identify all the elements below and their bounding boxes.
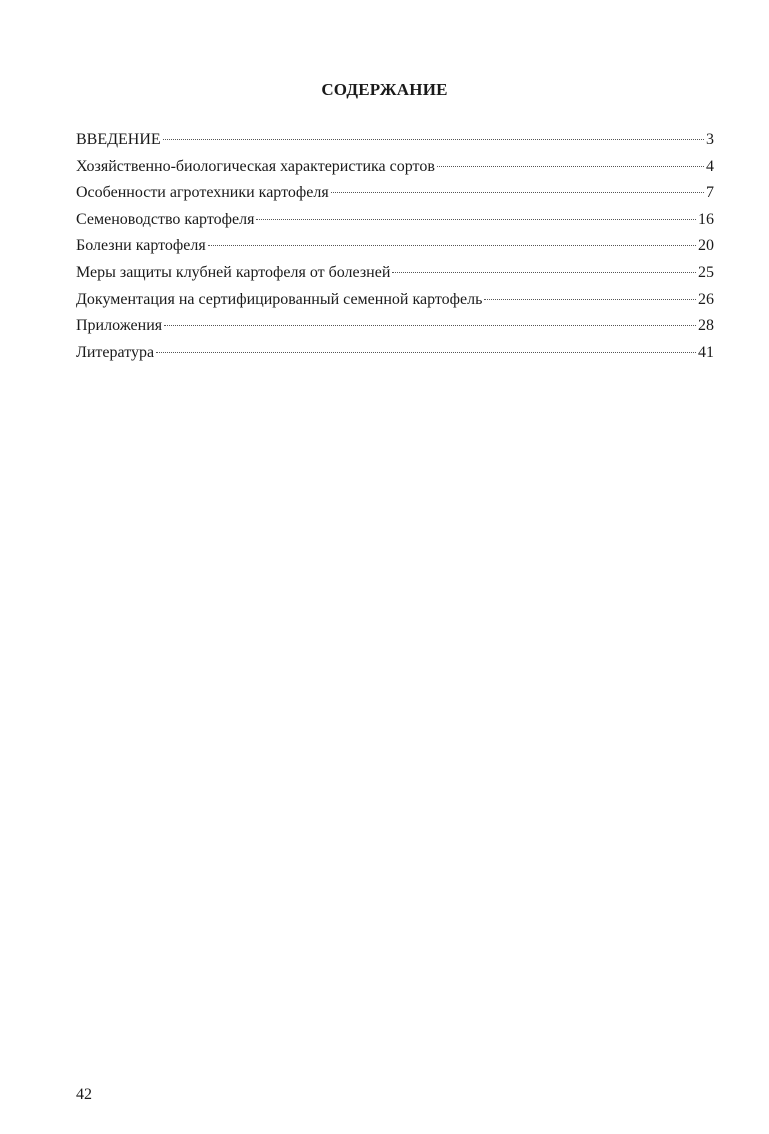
toc-entry-page: 20 <box>698 237 714 255</box>
toc-entry-seed-production <box>76 209 714 236</box>
toc-entry-page: 3 <box>706 131 714 148</box>
toc-entry-label: Семеноводство картофеля <box>76 210 255 228</box>
page-title: СОДЕРЖАНИЕ <box>321 80 448 99</box>
toc-entry-page: 16 <box>698 210 714 228</box>
table-of-contents <box>76 129 714 368</box>
toc-dot-leader <box>164 325 696 326</box>
toc-entry-label: Хозяйственно-биологическая характеристика сортов <box>76 157 435 175</box>
toc-entry-label: Литература <box>76 343 155 361</box>
toc-entry-diseases <box>76 235 714 262</box>
toc-dot-leader <box>163 139 704 140</box>
toc-entry-page: 25 <box>698 263 714 281</box>
toc-dot-leader <box>484 299 696 300</box>
toc-entry-label: Меры защиты клубней картофеля от болезней <box>76 263 391 281</box>
toc-dot-leader <box>331 192 704 193</box>
toc-entry-label: Приложения <box>76 317 163 335</box>
toc-entry-page: 28 <box>698 317 714 335</box>
toc-entry-appendices <box>76 315 714 342</box>
toc-dot-leader <box>156 352 696 353</box>
toc-entry-introduction <box>76 129 714 156</box>
toc-entry-protection-measures <box>76 262 714 289</box>
toc-entry-page: 4 <box>706 157 714 175</box>
toc-entry-page: 7 <box>706 184 714 202</box>
toc-entry-label: Документация на сертифицированный семенной картофель <box>76 290 483 308</box>
toc-entry-page: 41 <box>698 343 714 361</box>
toc-entry-page: 26 <box>698 290 714 308</box>
page-number: 42 <box>76 1086 92 1103</box>
toc-dot-leader <box>392 272 696 273</box>
toc-entry-label: Болезни картофеля <box>76 237 206 255</box>
toc-entry-agrotechnics <box>76 182 714 209</box>
toc-entry-label: Особенности агротехники картофеля <box>76 184 329 202</box>
toc-dot-leader <box>437 166 704 167</box>
toc-dot-leader <box>256 219 696 220</box>
toc-entry-variety-characteristics <box>76 156 714 183</box>
toc-entry-literature <box>76 342 714 369</box>
toc-entry-label: ВВЕДЕНИЕ <box>76 131 161 148</box>
toc-dot-leader <box>208 245 696 246</box>
toc-entry-documentation <box>76 289 714 316</box>
